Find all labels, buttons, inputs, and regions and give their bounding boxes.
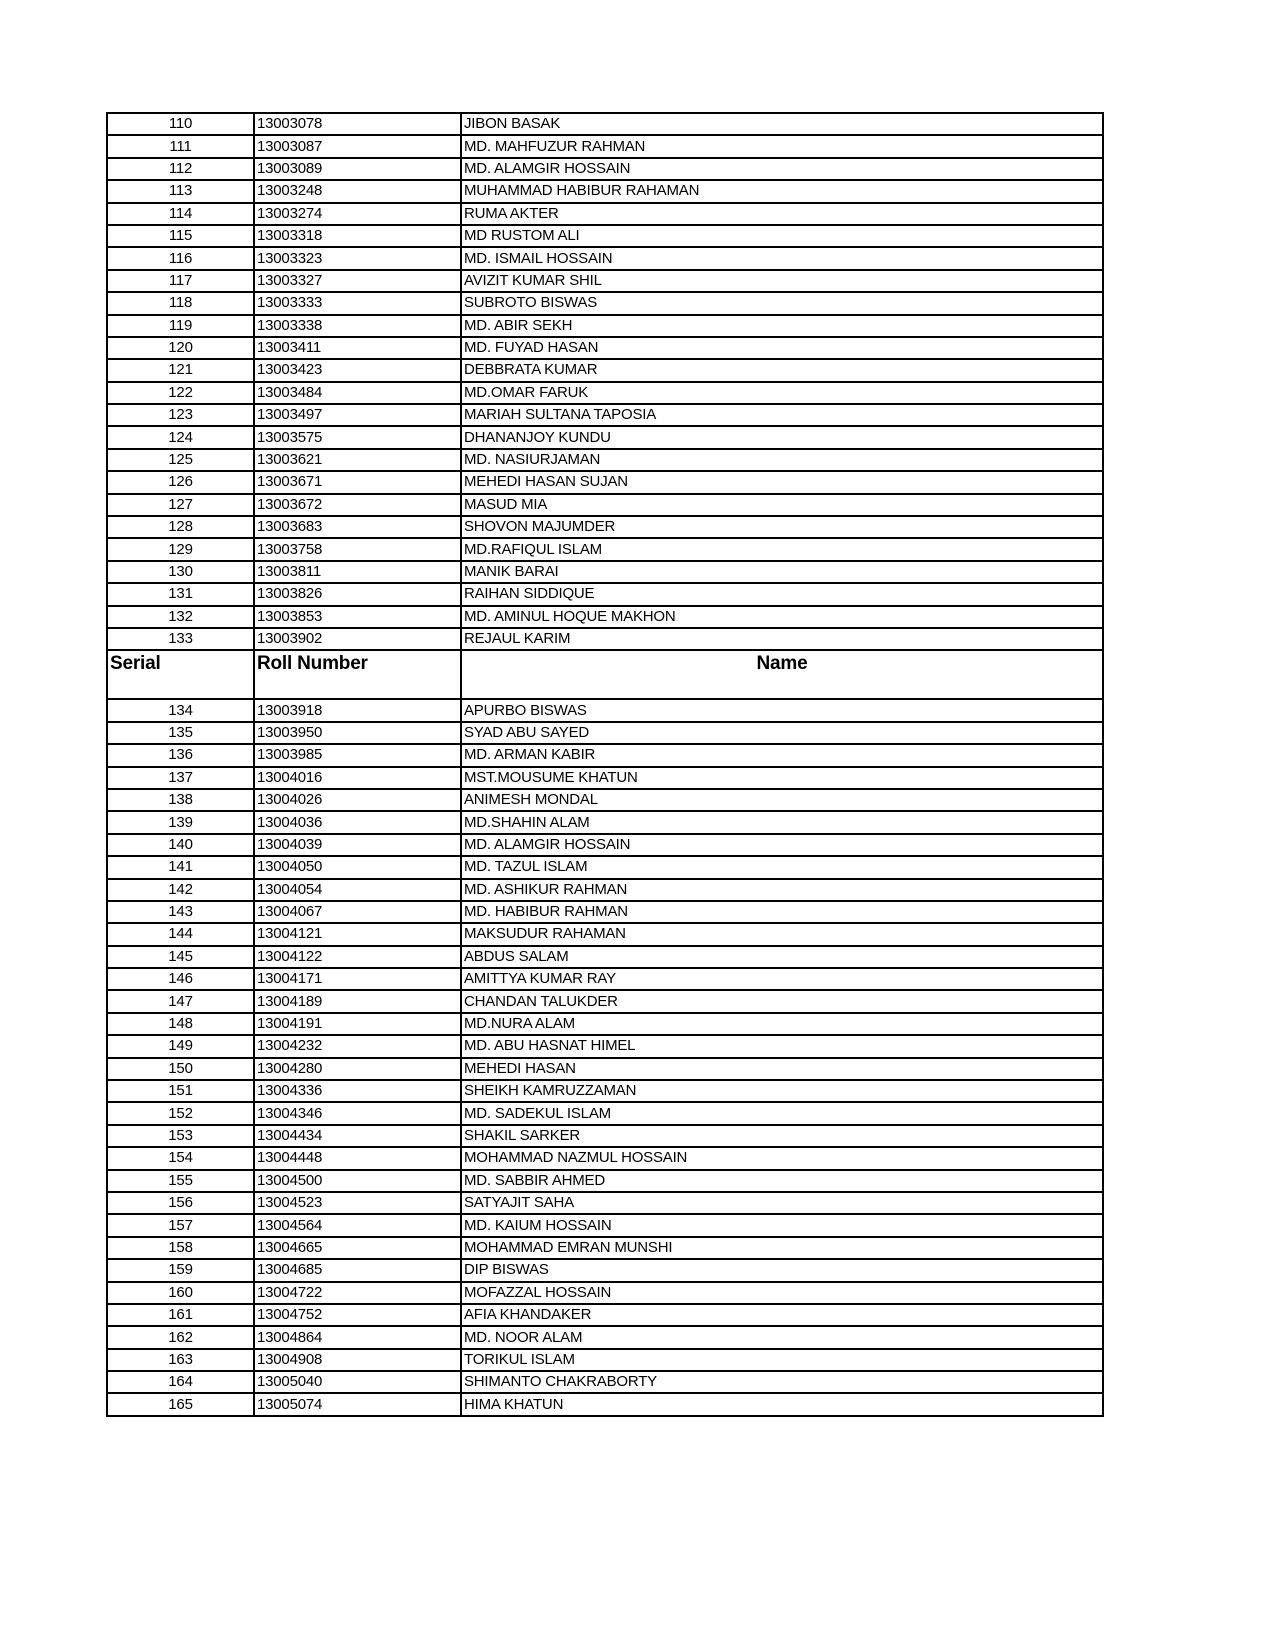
roll-number-cell: 13003853 (254, 606, 461, 628)
name-cell: CHANDAN TALUKDER (461, 990, 1103, 1012)
serial-cell: 118 (107, 292, 254, 314)
table-row (107, 180, 1103, 202)
name-cell: SHAKIL SARKER (461, 1125, 1103, 1147)
serial-cell: 112 (107, 158, 254, 180)
name-cell: MOHAMMAD NAZMUL HOSSAIN (461, 1147, 1103, 1169)
table-row (107, 901, 1103, 923)
table-row (107, 471, 1103, 493)
table-row (107, 426, 1103, 448)
roll-number-cell: 13004346 (254, 1102, 461, 1124)
roll-number-cell: 13003758 (254, 538, 461, 560)
roll-number-cell: 13004523 (254, 1192, 461, 1214)
table-row (107, 113, 1103, 135)
serial-cell: 146 (107, 968, 254, 990)
roll-number-cell: 13004665 (254, 1237, 461, 1259)
serial-cell: 142 (107, 879, 254, 901)
serial-cell: 164 (107, 1371, 254, 1393)
table-row (107, 1058, 1103, 1080)
roll-number-cell: 13003078 (254, 113, 461, 135)
roll-number-cell: 13004189 (254, 990, 461, 1012)
serial-cell: 117 (107, 270, 254, 292)
name-cell: MD RUSTOM ALI (461, 225, 1103, 247)
name-cell: MUHAMMAD HABIBUR RAHAMAN (461, 180, 1103, 202)
table-row (107, 1013, 1103, 1035)
roll-number-cell: 13004026 (254, 789, 461, 811)
roll-number-cell: 13003327 (254, 270, 461, 292)
roll-number-cell: 13003318 (254, 225, 461, 247)
table-row (107, 856, 1103, 878)
roll-number-cell: 13004564 (254, 1214, 461, 1236)
name-cell: SHOVON MAJUMDER (461, 516, 1103, 538)
roll-number-cell: 13003338 (254, 315, 461, 337)
name-cell: MD. FUYAD HASAN (461, 337, 1103, 359)
roll-number-cell: 13004036 (254, 811, 461, 833)
name-cell: MD. NASIURJAMAN (461, 449, 1103, 471)
name-cell: SHEIKH KAMRUZZAMAN (461, 1080, 1103, 1102)
table-row (107, 1125, 1103, 1147)
table-row (107, 990, 1103, 1012)
roll-number-cell: 13004016 (254, 767, 461, 789)
serial-cell: 160 (107, 1282, 254, 1304)
roll-number-cell: 13004122 (254, 946, 461, 968)
table-row (107, 337, 1103, 359)
name-cell: MASUD MIA (461, 494, 1103, 516)
table-row (107, 1147, 1103, 1169)
table-row (107, 1393, 1103, 1415)
name-cell: MD. SABBIR AHMED (461, 1170, 1103, 1192)
table-row (107, 606, 1103, 628)
serial-cell: 116 (107, 247, 254, 269)
table-row (107, 359, 1103, 381)
rows-before-header (107, 113, 1103, 650)
roll-number-cell: 13003484 (254, 382, 461, 404)
table-row (107, 946, 1103, 968)
roll-number-cell: 13005074 (254, 1393, 461, 1415)
serial-cell: 161 (107, 1304, 254, 1326)
serial-cell: 111 (107, 135, 254, 157)
serial-cell: 152 (107, 1102, 254, 1124)
serial-cell: 130 (107, 561, 254, 583)
table-row (107, 449, 1103, 471)
name-cell: DIP BISWAS (461, 1259, 1103, 1281)
roll-number-cell: 13004908 (254, 1349, 461, 1371)
serial-cell: 147 (107, 990, 254, 1012)
serial-cell: 157 (107, 1214, 254, 1236)
table-row (107, 767, 1103, 789)
name-cell: MARIAH SULTANA TAPOSIA (461, 404, 1103, 426)
table-row (107, 1326, 1103, 1348)
name-cell: MD. TAZUL ISLAM (461, 856, 1103, 878)
name-cell: JIBON BASAK (461, 113, 1103, 135)
roll-number-cell: 13003248 (254, 180, 461, 202)
roll-number-cell: 13004685 (254, 1259, 461, 1281)
name-cell: MANIK BARAI (461, 561, 1103, 583)
serial-cell: 127 (107, 494, 254, 516)
header-section (107, 650, 1103, 699)
roll-number-cell: 13003902 (254, 628, 461, 650)
serial-cell: 139 (107, 811, 254, 833)
roll-number-cell: 13004171 (254, 968, 461, 990)
name-cell: MEHEDI HASAN (461, 1058, 1103, 1080)
roll-number-cell: 13004067 (254, 901, 461, 923)
name-cell: AFIA KHANDAKER (461, 1304, 1103, 1326)
name-cell: ABDUS SALAM (461, 946, 1103, 968)
name-cell: MD. ARMAN KABIR (461, 744, 1103, 766)
roll-number-cell: 13003826 (254, 583, 461, 605)
roll-number-cell: 13004232 (254, 1035, 461, 1057)
serial-cell: 137 (107, 767, 254, 789)
table-row (107, 1214, 1103, 1236)
name-cell: MEHEDI HASAN SUJAN (461, 471, 1103, 493)
name-cell: MD.RAFIQUL ISLAM (461, 538, 1103, 560)
serial-cell: 165 (107, 1393, 254, 1415)
serial-cell: 128 (107, 516, 254, 538)
name-cell: MD. ABIR SEKH (461, 315, 1103, 337)
serial-cell: 148 (107, 1013, 254, 1035)
roll-number-cell: 13004752 (254, 1304, 461, 1326)
header-name: Name (461, 650, 1103, 699)
roll-number-cell: 13003671 (254, 471, 461, 493)
name-cell: MD. NOOR ALAM (461, 1326, 1103, 1348)
serial-cell: 115 (107, 225, 254, 247)
table-row (107, 968, 1103, 990)
serial-cell: 110 (107, 113, 254, 135)
name-cell: MD. AMINUL HOQUE MAKHON (461, 606, 1103, 628)
serial-cell: 126 (107, 471, 254, 493)
table-row (107, 135, 1103, 157)
roll-number-cell: 13004500 (254, 1170, 461, 1192)
roll-number-cell: 13004722 (254, 1282, 461, 1304)
name-cell: MD. ALAMGIR HOSSAIN (461, 158, 1103, 180)
roll-number-cell: 13004039 (254, 834, 461, 856)
serial-cell: 150 (107, 1058, 254, 1080)
table-row (107, 1170, 1103, 1192)
table-row (107, 789, 1103, 811)
serial-cell: 119 (107, 315, 254, 337)
serial-cell: 113 (107, 180, 254, 202)
name-cell: MD. ALAMGIR HOSSAIN (461, 834, 1103, 856)
roll-number-cell: 13003497 (254, 404, 461, 426)
table-row (107, 1192, 1103, 1214)
table-row (107, 494, 1103, 516)
roll-number-cell: 13003274 (254, 203, 461, 225)
serial-cell: 122 (107, 382, 254, 404)
name-cell: APURBO BISWAS (461, 699, 1103, 721)
table-row (107, 270, 1103, 292)
serial-cell: 162 (107, 1326, 254, 1348)
serial-cell: 114 (107, 203, 254, 225)
name-cell: TORIKUL ISLAM (461, 1349, 1103, 1371)
table-row (107, 1304, 1103, 1326)
name-cell: MD.NURA ALAM (461, 1013, 1103, 1035)
roll-number-cell: 13003985 (254, 744, 461, 766)
table-row (107, 404, 1103, 426)
table-row (107, 1080, 1103, 1102)
serial-cell: 124 (107, 426, 254, 448)
name-cell: MD. HABIBUR RAHMAN (461, 901, 1103, 923)
roll-number-cell: 13003672 (254, 494, 461, 516)
table-row (107, 1259, 1103, 1281)
table-row (107, 722, 1103, 744)
table-row (107, 203, 1103, 225)
serial-cell: 159 (107, 1259, 254, 1281)
roll-number-cell: 13004864 (254, 1326, 461, 1348)
name-cell: MD. KAIUM HOSSAIN (461, 1214, 1103, 1236)
serial-cell: 138 (107, 789, 254, 811)
name-cell: MST.MOUSUME KHATUN (461, 767, 1103, 789)
roll-number-cell: 13004121 (254, 923, 461, 945)
table-row (107, 834, 1103, 856)
name-cell: SYAD ABU SAYED (461, 722, 1103, 744)
table-row (107, 158, 1103, 180)
roll-number-cell: 13003918 (254, 699, 461, 721)
serial-cell: 132 (107, 606, 254, 628)
serial-cell: 134 (107, 699, 254, 721)
name-cell: MD. ISMAIL HOSSAIN (461, 247, 1103, 269)
name-cell: REJAUL KARIM (461, 628, 1103, 650)
roll-number-cell: 13003323 (254, 247, 461, 269)
serial-cell: 143 (107, 901, 254, 923)
name-cell: MD.OMAR FARUK (461, 382, 1103, 404)
header-serial: Serial (107, 650, 254, 699)
table-row (107, 923, 1103, 945)
name-cell: MD. ABU HASNAT HIMEL (461, 1035, 1103, 1057)
name-cell: RUMA AKTER (461, 203, 1103, 225)
roll-number-cell: 13004280 (254, 1058, 461, 1080)
name-cell: SHIMANTO CHAKRABORTY (461, 1371, 1103, 1393)
name-cell: DEBBRATA KUMAR (461, 359, 1103, 381)
table-row (107, 538, 1103, 560)
table-row (107, 1102, 1103, 1124)
table-row (107, 744, 1103, 766)
name-cell: HIMA KHATUN (461, 1393, 1103, 1415)
roll-number-cell: 13004448 (254, 1147, 461, 1169)
serial-cell: 151 (107, 1080, 254, 1102)
serial-cell: 136 (107, 744, 254, 766)
table-row (107, 811, 1103, 833)
table-row (107, 628, 1103, 650)
roll-number-cell: 13003683 (254, 516, 461, 538)
rows-after-header (107, 699, 1103, 1416)
roll-number-cell: 13004191 (254, 1013, 461, 1035)
serial-cell: 131 (107, 583, 254, 605)
serial-cell: 153 (107, 1125, 254, 1147)
serial-cell: 149 (107, 1035, 254, 1057)
serial-cell: 158 (107, 1237, 254, 1259)
name-cell: AMITTYA KUMAR RAY (461, 968, 1103, 990)
table-row (107, 699, 1103, 721)
table-row (107, 1371, 1103, 1393)
name-cell: SUBROTO BISWAS (461, 292, 1103, 314)
serial-cell: 154 (107, 1147, 254, 1169)
name-cell: MD. SADEKUL ISLAM (461, 1102, 1103, 1124)
serial-cell: 135 (107, 722, 254, 744)
roll-number-cell: 13005040 (254, 1371, 461, 1393)
table-row (107, 225, 1103, 247)
name-cell: SATYAJIT SAHA (461, 1192, 1103, 1214)
table-row (107, 1035, 1103, 1057)
header-row (107, 650, 1103, 699)
roll-number-cell: 13004434 (254, 1125, 461, 1147)
roll-number-cell: 13003089 (254, 158, 461, 180)
serial-cell: 133 (107, 628, 254, 650)
roll-number-cell: 13003950 (254, 722, 461, 744)
serial-cell: 145 (107, 946, 254, 968)
serial-cell: 156 (107, 1192, 254, 1214)
table-row (107, 879, 1103, 901)
serial-cell: 155 (107, 1170, 254, 1192)
serial-cell: 140 (107, 834, 254, 856)
name-cell: DHANANJOY KUNDU (461, 426, 1103, 448)
roll-number-cell: 13003423 (254, 359, 461, 381)
roll-list-table (106, 112, 1104, 1417)
table-row (107, 561, 1103, 583)
roll-number-cell: 13003621 (254, 449, 461, 471)
roll-number-cell: 13003333 (254, 292, 461, 314)
roll-number-cell: 13003087 (254, 135, 461, 157)
name-cell: MAKSUDUR RAHAMAN (461, 923, 1103, 945)
serial-cell: 123 (107, 404, 254, 426)
name-cell: AVIZIT KUMAR SHIL (461, 270, 1103, 292)
roll-number-cell: 13003811 (254, 561, 461, 583)
table-row (107, 516, 1103, 538)
serial-cell: 129 (107, 538, 254, 560)
name-cell: ANIMESH MONDAL (461, 789, 1103, 811)
table-row (107, 583, 1103, 605)
roll-number-cell: 13004054 (254, 879, 461, 901)
serial-cell: 125 (107, 449, 254, 471)
name-cell: MD. MAHFUZUR RAHMAN (461, 135, 1103, 157)
name-cell: MOHAMMAD EMRAN MUNSHI (461, 1237, 1103, 1259)
serial-cell: 121 (107, 359, 254, 381)
name-cell: MD.SHAHIN ALAM (461, 811, 1103, 833)
table-row (107, 247, 1103, 269)
roll-number-cell: 13003411 (254, 337, 461, 359)
table-row (107, 1237, 1103, 1259)
roll-number-cell: 13004050 (254, 856, 461, 878)
serial-cell: 163 (107, 1349, 254, 1371)
serial-cell: 120 (107, 337, 254, 359)
name-cell: RAIHAN SIDDIQUE (461, 583, 1103, 605)
header-roll-number: Roll Number (254, 650, 461, 699)
table-row (107, 292, 1103, 314)
serial-cell: 144 (107, 923, 254, 945)
table-row (107, 1349, 1103, 1371)
roll-number-cell: 13004336 (254, 1080, 461, 1102)
roll-number-cell: 13003575 (254, 426, 461, 448)
name-cell: MD. ASHIKUR RAHMAN (461, 879, 1103, 901)
name-cell: MOFAZZAL HOSSAIN (461, 1282, 1103, 1304)
table-row (107, 315, 1103, 337)
serial-cell: 141 (107, 856, 254, 878)
table-row (107, 1282, 1103, 1304)
table-row (107, 382, 1103, 404)
